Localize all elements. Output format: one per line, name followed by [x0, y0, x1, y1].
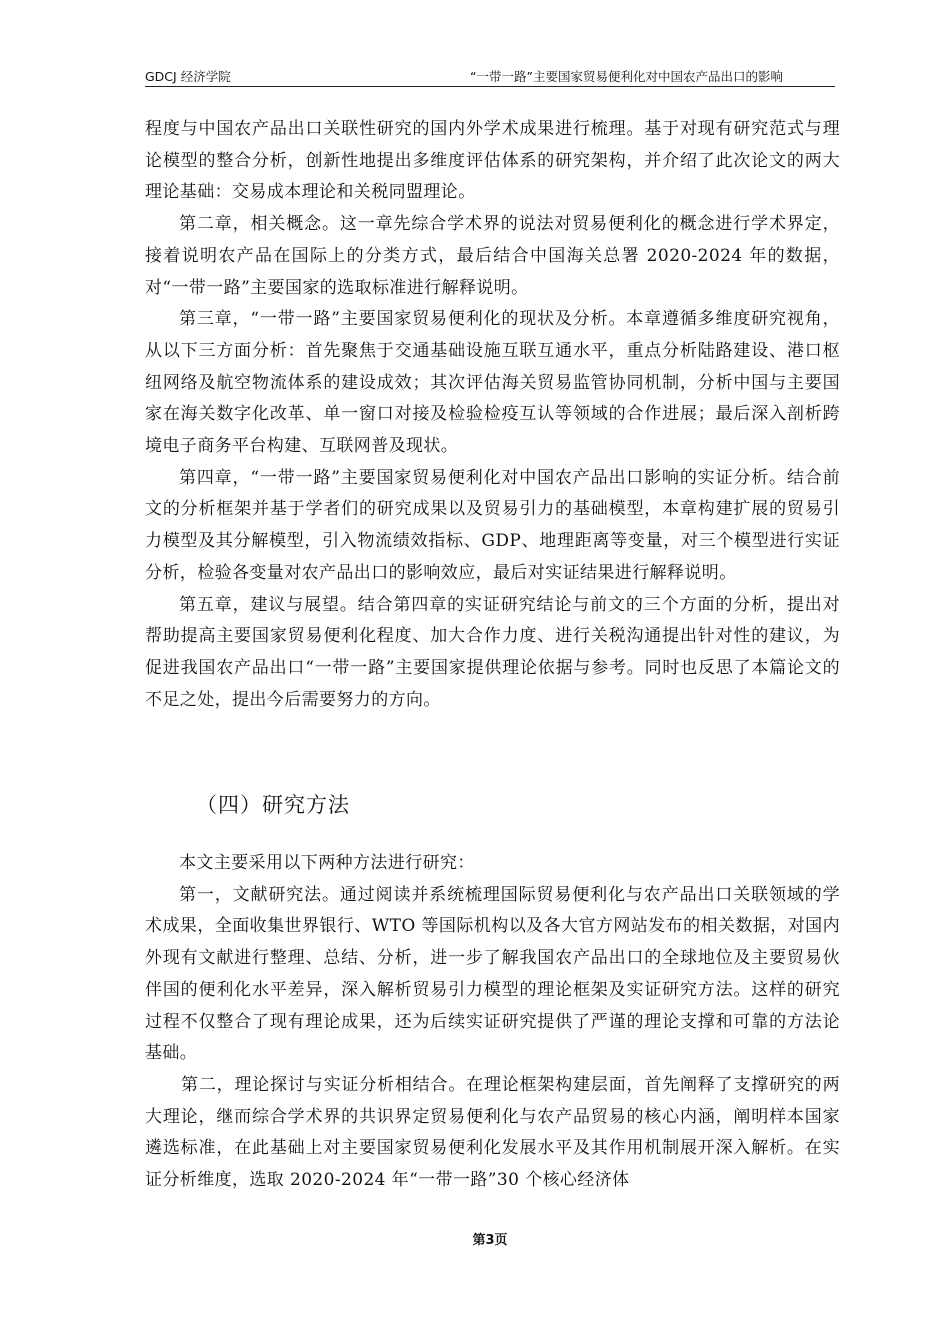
page-number: 第3页	[472, 1233, 508, 1248]
page-header	[145, 66, 835, 87]
header-school: GDCJ 经济学院	[145, 69, 231, 84]
paragraph-method-theory-empirical: 第二，理论探讨与实证分析相结合。在理论框架构建层面，首先阐释了支撑研究的两大理论，继而综合学术界的共识界定贸易便利化与农产品贸易的核心内涵，阐明样本国家遴选标准，在此基础上对主要国家贸易便利化发展水平及其作用机制展开深入解析。在实证分析维度，选取 2020-2024 年“一带一路”30 个核心经济体	[145, 1074, 840, 1191]
paragraph-chapter-5: 第五章，建议与展望。结合第四章的实证研究结论与前文的三个方面的分析，提出对帮助提高主要国家贸易便利化程度、加大合作力度、进行关税沟通提出针对性的建议，为促进我国农产品出口“一带一路”主要国家提供理论依据与参考。同时也反思了本篇论文的不足之处，提出今后需要努力的方向。	[145, 594, 840, 710]
paragraph-chapter-4: 第四章，“一带一路”主要国家贸易便利化对中国农产品出口影响的实证分析。结合前文的分析框架并基于学者们的研究成果以及贸易引力的基础模型，本章构建扩展的贸易引力模型及其分解模型，引入物流绩效指标、GDP、地理距离等变量，对三个模型进行实证分析，检验各变量对农产品出口的影响效应，最后对实证结果进行解释说明。	[145, 467, 840, 583]
paragraph-continued: 程度与中国农产品出口关联性研究的国内外学术成果进行梳理。基于对现有研究范式与理论模型的整合分析，创新性地提出多维度评估体系的研究架构，并介绍了此次论文的两大理论基础：交易成本理论和关税同盟理论。	[145, 119, 840, 203]
header-thesis-title: “一带一路”主要国家贸易便利化对中国农产品出口的影响	[470, 69, 783, 84]
paragraph-method-literature: 第一，文献研究法。通过阅读并系统梳理国际贸易便利化与农产品出口关联领域的学术成果，全面收集世界银行、WTO 等国际机构以及各大官方网站发布的相关数据，对国内外现有文献进行整理、总结、分析，进一步了解我国农产品出口的全球地位及主要贸易伙伴国的便利化水平差异，深入解析贸易引力模型的理论框架及实证研究方法。这样的研究过程不仅整合了现有理论成果，还为后续实证研究提供了严谨的理论支撑和可靠的方法论基础。	[145, 884, 840, 1064]
paragraph-chapter-2: 第二章，相关概念。这一章先综合学术界的说法对贸易便利化的概念进行学术界定，接着说明农产品在国际上的分类方式，最后结合中国海关总署 2020-2024 年的数据，对“一带一路”主要国家的选取标准进行解释说明。	[145, 214, 840, 298]
body-text-top	[145, 114, 840, 716]
section-heading-research-methods: （四）研究方法	[196, 793, 350, 817]
body-text-bottom	[145, 848, 840, 1197]
paragraph-methods-intro: 本文主要采用以下两种方法进行研究：	[179, 853, 475, 873]
paragraph-chapter-3: 第三章，“一带一路”主要国家贸易便利化的现状及分析。本章遵循多维度研究视角，从以下三方面分析：首先聚焦于交通基础设施互联互通水平，重点分析陆路建设、港口枢纽网络及航空物流体系的建设成效；其次评估海关贸易监管协同机制，分析中国与主要国家在海关数字化改革、单一窗口对接及检验检疫互认等领域的合作进展；最后深入剖析跨境电子商务平台构建、互联网普及现状。	[145, 309, 840, 457]
